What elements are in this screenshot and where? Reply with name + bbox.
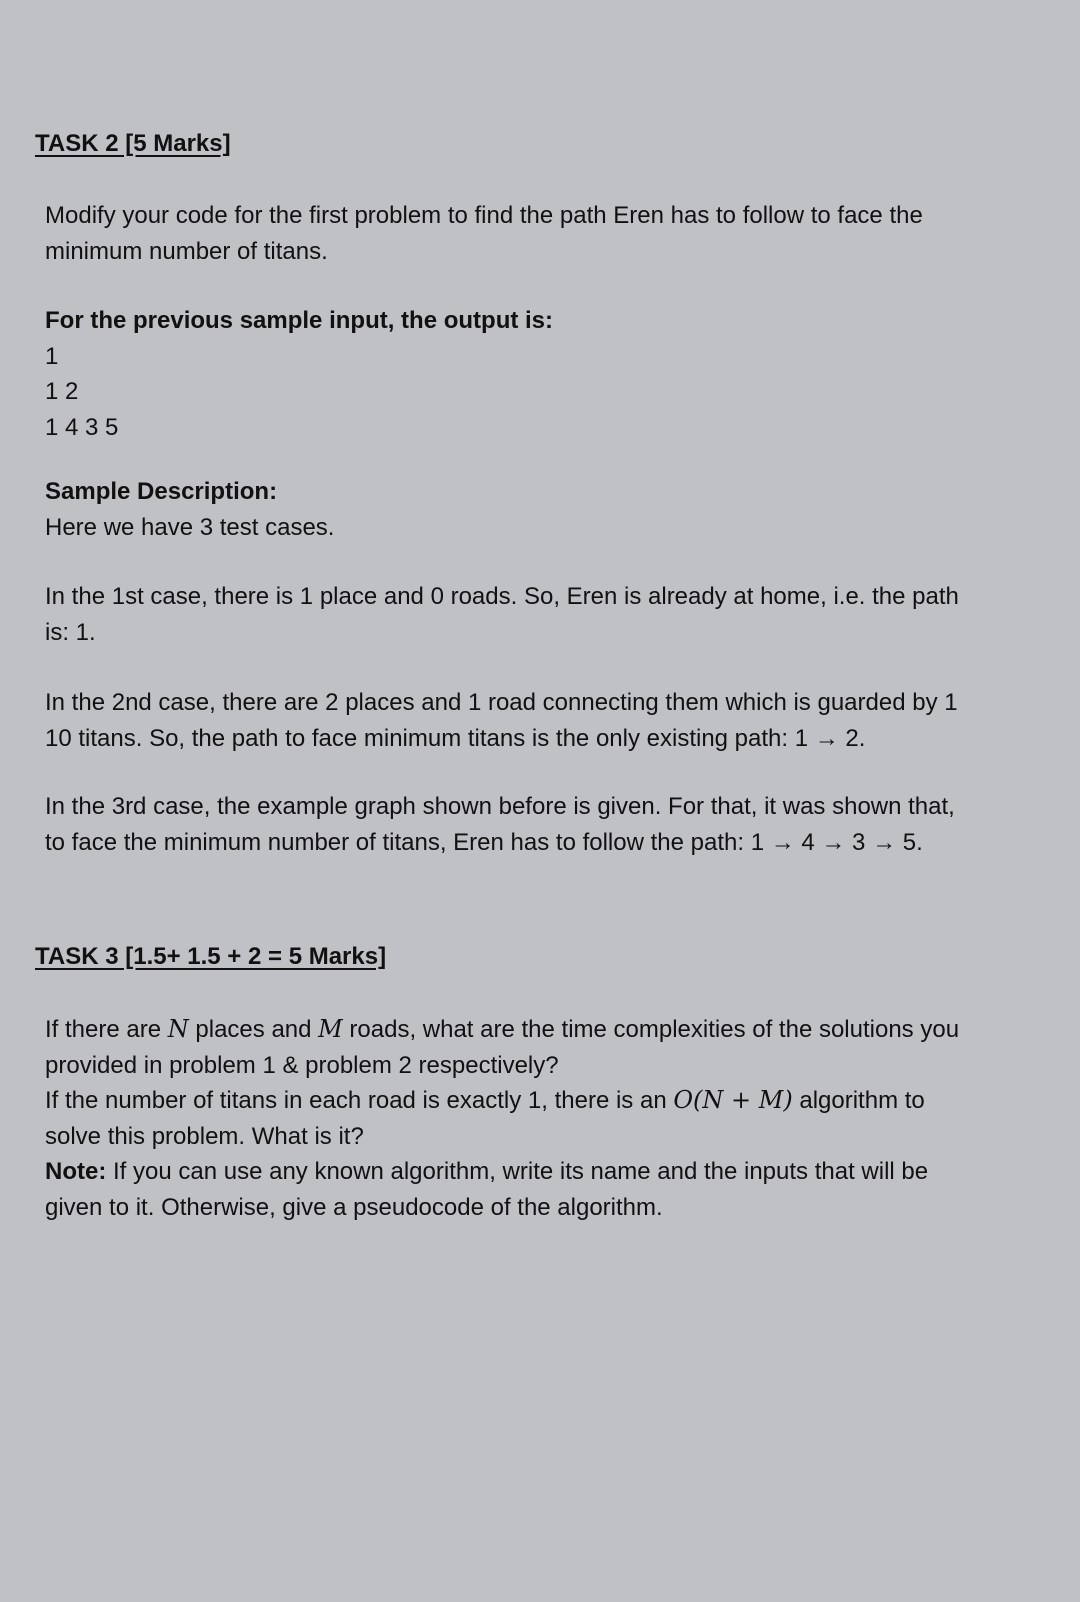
output-label: For the previous sample input, the output is: (45, 307, 554, 334)
note-line: given to it. Otherwise, give a pseudocode of the algorithm. (45, 1193, 663, 1221)
question1-text: roads, what are the time complexities of the solutions you (342, 1016, 960, 1043)
output-line: 1 2 (45, 378, 79, 405)
output-line: 1 4 3 5 (45, 413, 119, 441)
variable-m: M (318, 1015, 343, 1043)
note-label: Note: (45, 1158, 107, 1185)
question2-line: solve this problem. What is it? (45, 1122, 364, 1150)
complexity-expression: O(N + M) (673, 1086, 793, 1114)
case2-line: In the 2nd case, there are 2 places and 1 road connecting them which is guarded by 1 (45, 689, 958, 716)
variable-n: N (167, 1015, 189, 1043)
note-text: If you can use any known algorithm, write its name and the inputs that will be (106, 1158, 929, 1185)
question2-text: algorithm to (792, 1087, 925, 1114)
case1-paragraph (45, 579, 1065, 650)
question1-text: places and (188, 1016, 319, 1043)
task3-heading: TASK 3 [1.5+ 1.5 + 2 = 5 Marks] (35, 943, 387, 970)
note-line (45, 1154, 1065, 1190)
case1-line: In the 1st case, there is 1 place and 0 roads. So, Eren is already at home, i.e. the path (45, 583, 959, 610)
task2-intro (45, 198, 1065, 269)
question1-line (45, 1012, 1065, 1048)
case2-line: 10 titans. So, the path to face minimum titans is the only existing path: 1 → 2. (45, 724, 866, 752)
question1-line: provided in problem 1 & problem 2 respectively? (45, 1051, 559, 1079)
task2-intro-line: Modify your code for the first problem to find the path Eren has to follow to face the (45, 202, 923, 229)
task3-questions (45, 1012, 1065, 1225)
output-line: 1 (45, 342, 59, 370)
task2-output (45, 303, 1065, 445)
task2-heading: TASK 2 [5 Marks] (35, 130, 231, 157)
case1-line: is: 1. (45, 618, 96, 646)
case3-line: to face the minimum number of titans, Eren has to follow the path: 1 → 4 → 3 → 5. (45, 828, 923, 856)
task2-intro-line: minimum number of titans. (45, 237, 328, 265)
sample-description (45, 474, 1065, 545)
case3-paragraph (45, 789, 1065, 860)
question1-text: If there are (45, 1016, 168, 1043)
case2-paragraph (45, 685, 1065, 756)
sample-description-label: Sample Description: (45, 478, 278, 505)
question2-line (45, 1083, 1065, 1119)
case3-line: In the 3rd case, the example graph shown before is given. For that, it was shown that, (45, 793, 955, 820)
sample-description-intro: Here we have 3 test cases. (45, 513, 335, 541)
question2-text: If the number of titans in each road is exactly 1, there is an (45, 1087, 674, 1114)
